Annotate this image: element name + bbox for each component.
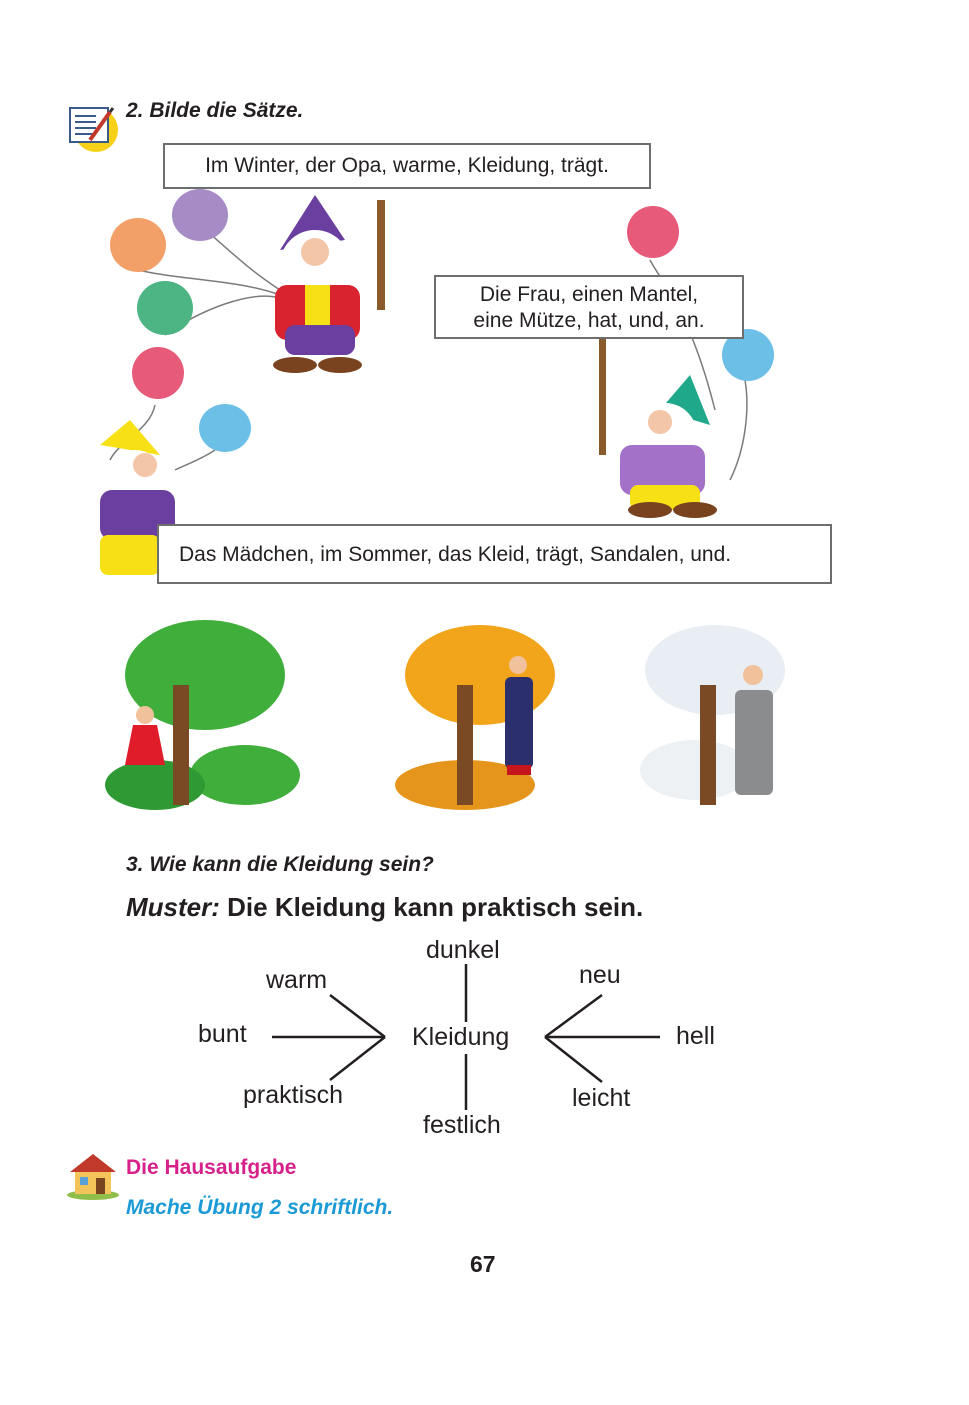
sentence-2-line-1: Die Frau, einen Mantel, [479,283,699,306]
word-dunkel: dunkel [426,936,500,964]
homework-task: Mache Übung 2 schriftlich. [126,1196,394,1219]
homework-title: Die Hausaufgabe [126,1156,297,1179]
word-hell: hell [676,1022,715,1050]
exercise-3-title: 3. Wie kann die Kleidung sein? [126,853,434,876]
muster-sentence: Die Kleidung kann praktisch sein. [219,892,644,922]
muster-label: Muster: [126,892,220,922]
word-leicht: leicht [572,1084,631,1112]
exercise-2-title: 2. Bilde die Sätze. [126,99,304,122]
sentence-2-line-2: eine Mütze, hat, und, an. [473,309,705,332]
word-warm: warm [266,966,328,994]
word-bunt: bunt [198,1020,247,1048]
word-kleidung-center: Kleidung [412,1023,510,1051]
word-praktisch: praktisch [243,1081,344,1109]
sentence-3-text: Das Mädchen, im Sommer, das Kleid, trägt, Sandalen, und. [179,543,732,566]
word-festlich: festlich [423,1111,501,1139]
house-icon [66,1150,120,1200]
sentence-1-text: Im Winter, der Opa, warme, Kleidung, trägt. [205,154,609,177]
page-number: 67 [470,1251,496,1277]
word-neu: neu [579,961,621,989]
